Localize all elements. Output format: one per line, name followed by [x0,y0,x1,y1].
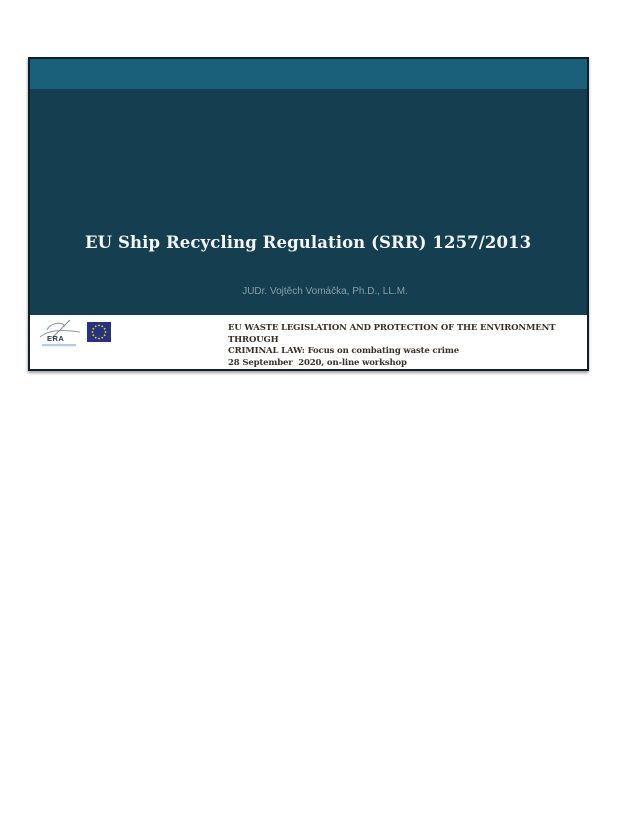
workshop-title-line-2: CRIMINAL LAW: Focus on combating waste crime [228,346,459,356]
presentation-slide [28,57,589,371]
era-logo-text: ERA [47,334,65,343]
slide-subtitle-author: JUDr. Vojtěch Vomáčka, Ph.D., LL.M. [242,286,408,297]
eu-flag-icon [87,322,111,342]
slide-top-band [30,59,587,89]
era-logo-smallprint-line [42,344,76,346]
era-logo-icon [37,319,83,351]
workshop-title-line-1: EU WASTE LEGISLATION AND PROTECTION OF THE ENVIRONMENT THROUGH [228,323,559,345]
slide-footer [30,315,587,369]
workshop-date-line: 28 September 2020, on-line workshop [228,357,407,368]
slide-title: EU Ship Recycling Regulation (SRR) 1257/2013 [85,233,532,252]
slide-body [30,89,587,315]
workshop-info [228,323,579,369]
